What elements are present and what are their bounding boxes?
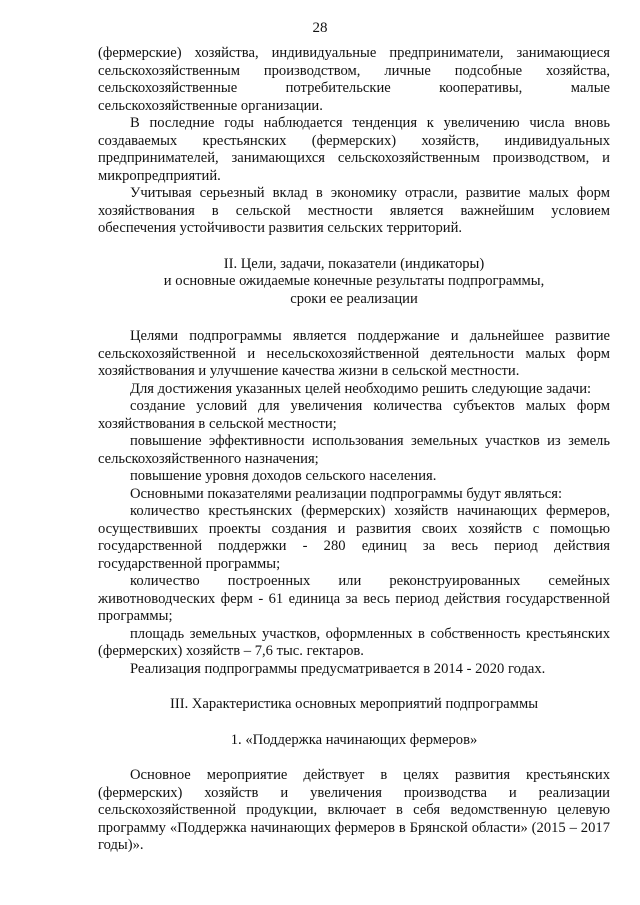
- section-2-paragraph-3: создание условий для увеличения количества субъектов малых форм хозяйствования в сельской местности;: [98, 398, 610, 432]
- section-2-paragraph-2: Для достижения указанных целей необходимо решить следующие задачи:: [130, 380, 592, 397]
- section-2-paragraph-9: площадь земельных участков, оформленных в собственность крестьянских (фермерских) хозяйств – 7,6 тыс. гектаров.: [98, 625, 610, 659]
- section-2-paragraph-1: Целями подпрограммы является поддержание и дальнейшее развитие сельскохозяйственной и несельскохозяйственной деятельности малых форм хозяйствования и улучшение качества жизни в сельской местности.: [98, 328, 610, 379]
- section-2-paragraph-5: повышение уровня доходов сельского населения.: [130, 468, 437, 484]
- section-2-paragraph-4: повышение эффективности использования земельных участков из земель сельскохозяйственного назначения;: [98, 433, 610, 467]
- section-3-heading: III. Характеристика основных мероприятий подпрограммы: [169, 696, 538, 712]
- section-3-subheading: 1. «Поддержка начинающих фермеров»: [230, 731, 478, 748]
- section-2-paragraph-8: количество построенных или реконструированных семейных животноводческих ферм - 61 единица за весь период действия государственной программы;: [98, 573, 610, 624]
- section-2-heading-line-2: и основные ожидаемые конечные результаты подпрограммы,: [163, 273, 545, 289]
- document-body: [98, 45, 610, 855]
- section-3-paragraph-1: Основное мероприятие действует в целях развития крестьянских (фермерских) хозяйств и увеличения производства и реализации сельскохозяйственной продукции, включает в себя ведомственную целевую программу «Поддержка начинающих фермеров в Брянской области» (2015 – 2017 годы)».: [98, 767, 610, 853]
- section-2-paragraph-7: количество крестьянских (фермерских) хозяйств начинающих фермеров, осуществивших проекты создания и развития своих хозяйств с помощью государственной поддержки - 280 единиц за весь период действия государственной программы;: [98, 503, 610, 572]
- intro-paragraph-1: (фермерские) хозяйства, индивидуальные предприниматели, занимающиеся сельскохозяйственным производством, личные подсобные хозяйства, сельскохозяйственные потребительские кооперативы, малые сельскохозяйственные организации.: [98, 45, 610, 114]
- section-2-paragraph-10: Реализация подпрограммы предусматривается в 2014 - 2020 годах.: [130, 660, 546, 677]
- intro-paragraph-2: В последние годы наблюдается тенденция к увеличению числа вновь создаваемых крестьянских (фермерских) хозяйств, индивидуальных предпринимателей, занимающихся сельскохозяйственным производством, и микропредприятий.: [98, 115, 610, 184]
- intro-paragraph-3: Учитывая серьезный вклад в экономику отрасли, развитие малых форм хозяйствования в сельской местности является важнейшим условием обеспечения устойчивости развития сельских территорий.: [98, 185, 610, 236]
- section-2-paragraph-6: Основными показателями реализации подпрограммы будут являться:: [130, 485, 563, 502]
- section-2-heading-line-3: сроки ее реализации: [290, 290, 418, 307]
- section-2-heading: [98, 256, 610, 309]
- page-number: 28: [312, 20, 328, 36]
- section-2-heading-line-1: II. Цели, задачи, показатели (индикаторы): [223, 255, 485, 272]
